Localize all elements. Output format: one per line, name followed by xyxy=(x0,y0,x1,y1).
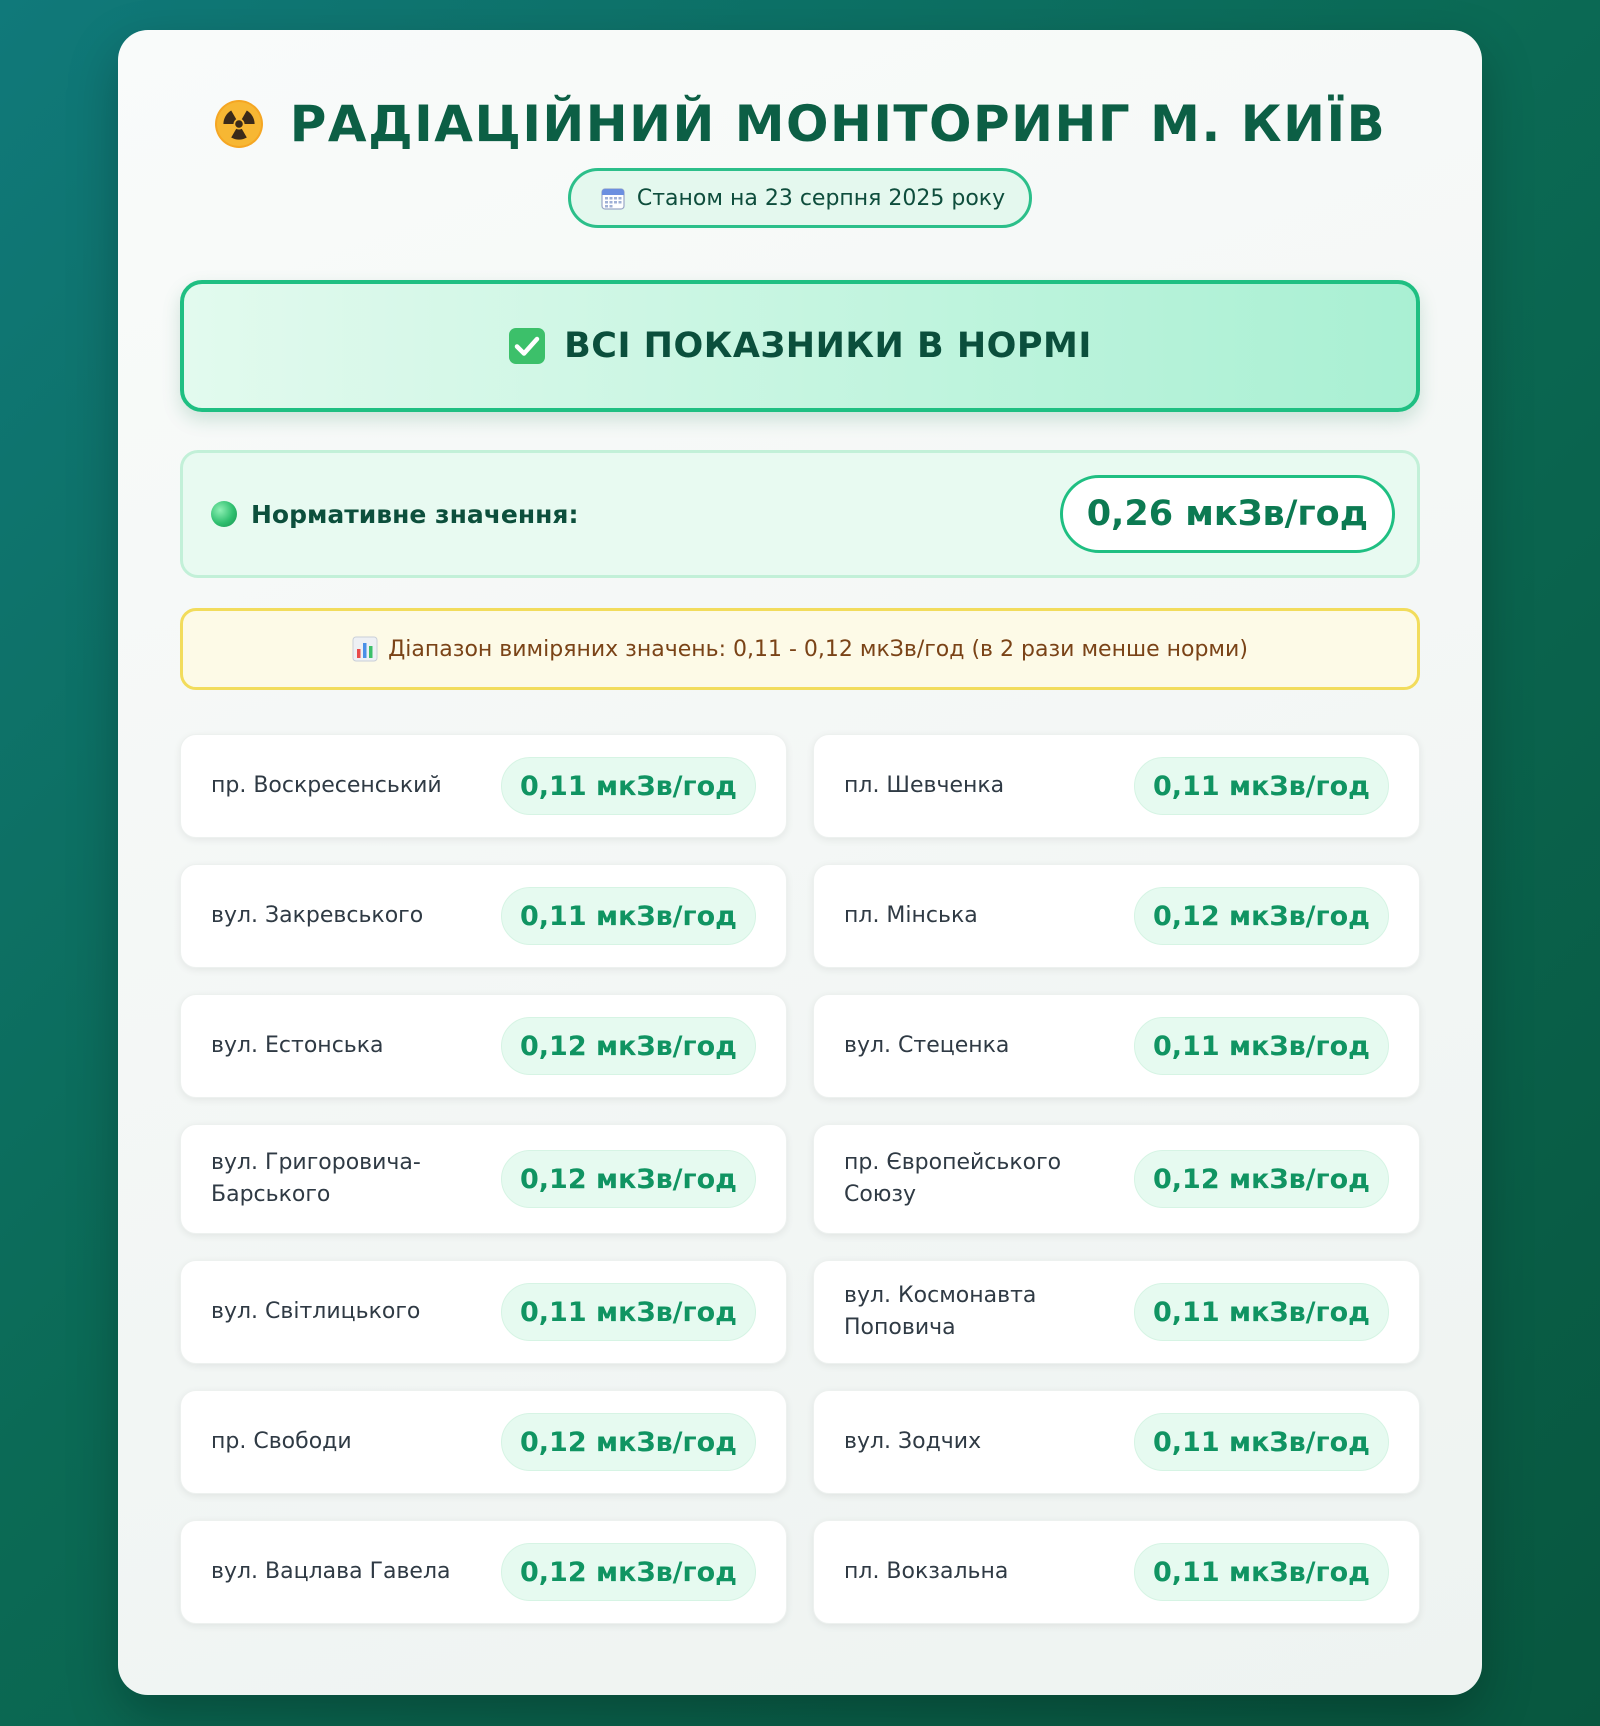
range-text: Діапазон виміряних значень: 0,11 - 0,12 мкЗв/год (в 2 рази менше норми) xyxy=(388,636,1248,662)
page-title: РАДІАЦІЙНИЙ МОНІТОРИНГ М. КИЇВ xyxy=(289,95,1387,153)
location-card xyxy=(180,1260,787,1364)
location-name: вул. Естонська xyxy=(211,1033,384,1058)
location-card xyxy=(180,1124,787,1234)
location-card xyxy=(813,1124,1420,1234)
location-card xyxy=(813,864,1420,968)
locations-grid xyxy=(180,734,1420,1624)
location-card xyxy=(813,1260,1420,1364)
location-card xyxy=(813,1390,1420,1494)
location-name: пр. Європейського Союзу xyxy=(844,1150,1062,1207)
location-card xyxy=(813,994,1420,1098)
green-dot-icon xyxy=(211,501,237,527)
location-value: 0,11 мкЗв/год xyxy=(1134,1413,1389,1471)
location-name: вул. Зодчих xyxy=(844,1429,982,1454)
location-card xyxy=(180,994,787,1098)
norm-value: 0,26 мкЗв/год xyxy=(1060,475,1395,553)
location-card xyxy=(813,1520,1420,1624)
location-value: 0,11 мкЗв/год xyxy=(501,887,756,945)
location-name: вул. Стеценка xyxy=(844,1033,1010,1058)
location-card xyxy=(180,1390,787,1494)
norm-panel xyxy=(180,450,1420,578)
status-text: ВСІ ПОКАЗНИКИ В НОРМІ xyxy=(564,326,1092,366)
location-value: 0,12 мкЗв/год xyxy=(501,1543,756,1601)
radioactive-icon xyxy=(214,99,264,149)
location-value: 0,11 мкЗв/год xyxy=(1134,757,1389,815)
location-value: 0,11 мкЗв/год xyxy=(1134,1543,1389,1601)
location-name: пл. Вокзальна xyxy=(844,1559,1009,1584)
location-value: 0,11 мкЗв/год xyxy=(1134,1283,1389,1341)
location-value: 0,12 мкЗв/год xyxy=(1134,887,1389,945)
check-icon xyxy=(508,327,546,365)
calendar-icon xyxy=(601,186,625,210)
bar-chart-icon xyxy=(352,636,378,662)
date-badge xyxy=(568,168,1032,228)
location-name: пр. Свободи xyxy=(211,1429,352,1454)
monitoring-card xyxy=(118,30,1482,1695)
location-value: 0,12 мкЗв/год xyxy=(501,1150,756,1208)
location-value: 0,11 мкЗв/год xyxy=(1134,1017,1389,1075)
date-text: Станом на 23 серпня 2025 року xyxy=(636,185,1006,211)
location-value: 0,12 мкЗв/год xyxy=(501,1017,756,1075)
location-name: вул. Григоровича-Барського xyxy=(211,1150,421,1207)
range-panel xyxy=(180,608,1420,690)
location-name: вул. Світлицького xyxy=(211,1299,421,1324)
location-card xyxy=(180,864,787,968)
status-banner xyxy=(180,280,1420,412)
location-value: 0,12 мкЗв/год xyxy=(1134,1150,1389,1208)
location-name: пл. Мінська xyxy=(844,903,978,928)
location-name: вул. Вацлава Гавела xyxy=(211,1559,451,1584)
location-name: пл. Шевченка xyxy=(844,773,1005,798)
norm-label: Нормативне значення: xyxy=(251,499,579,529)
location-name: вул. Закревського xyxy=(211,903,424,928)
location-card xyxy=(180,1520,787,1624)
location-name: вул. Космонавта Поповича xyxy=(844,1283,1037,1340)
header xyxy=(180,94,1420,154)
location-value: 0,12 мкЗв/год xyxy=(501,1413,756,1471)
location-name: пр. Воскресенський xyxy=(211,773,442,798)
location-card xyxy=(813,734,1420,838)
location-card xyxy=(180,734,787,838)
location-value: 0,11 мкЗв/год xyxy=(501,757,756,815)
location-value: 0,11 мкЗв/год xyxy=(501,1283,756,1341)
